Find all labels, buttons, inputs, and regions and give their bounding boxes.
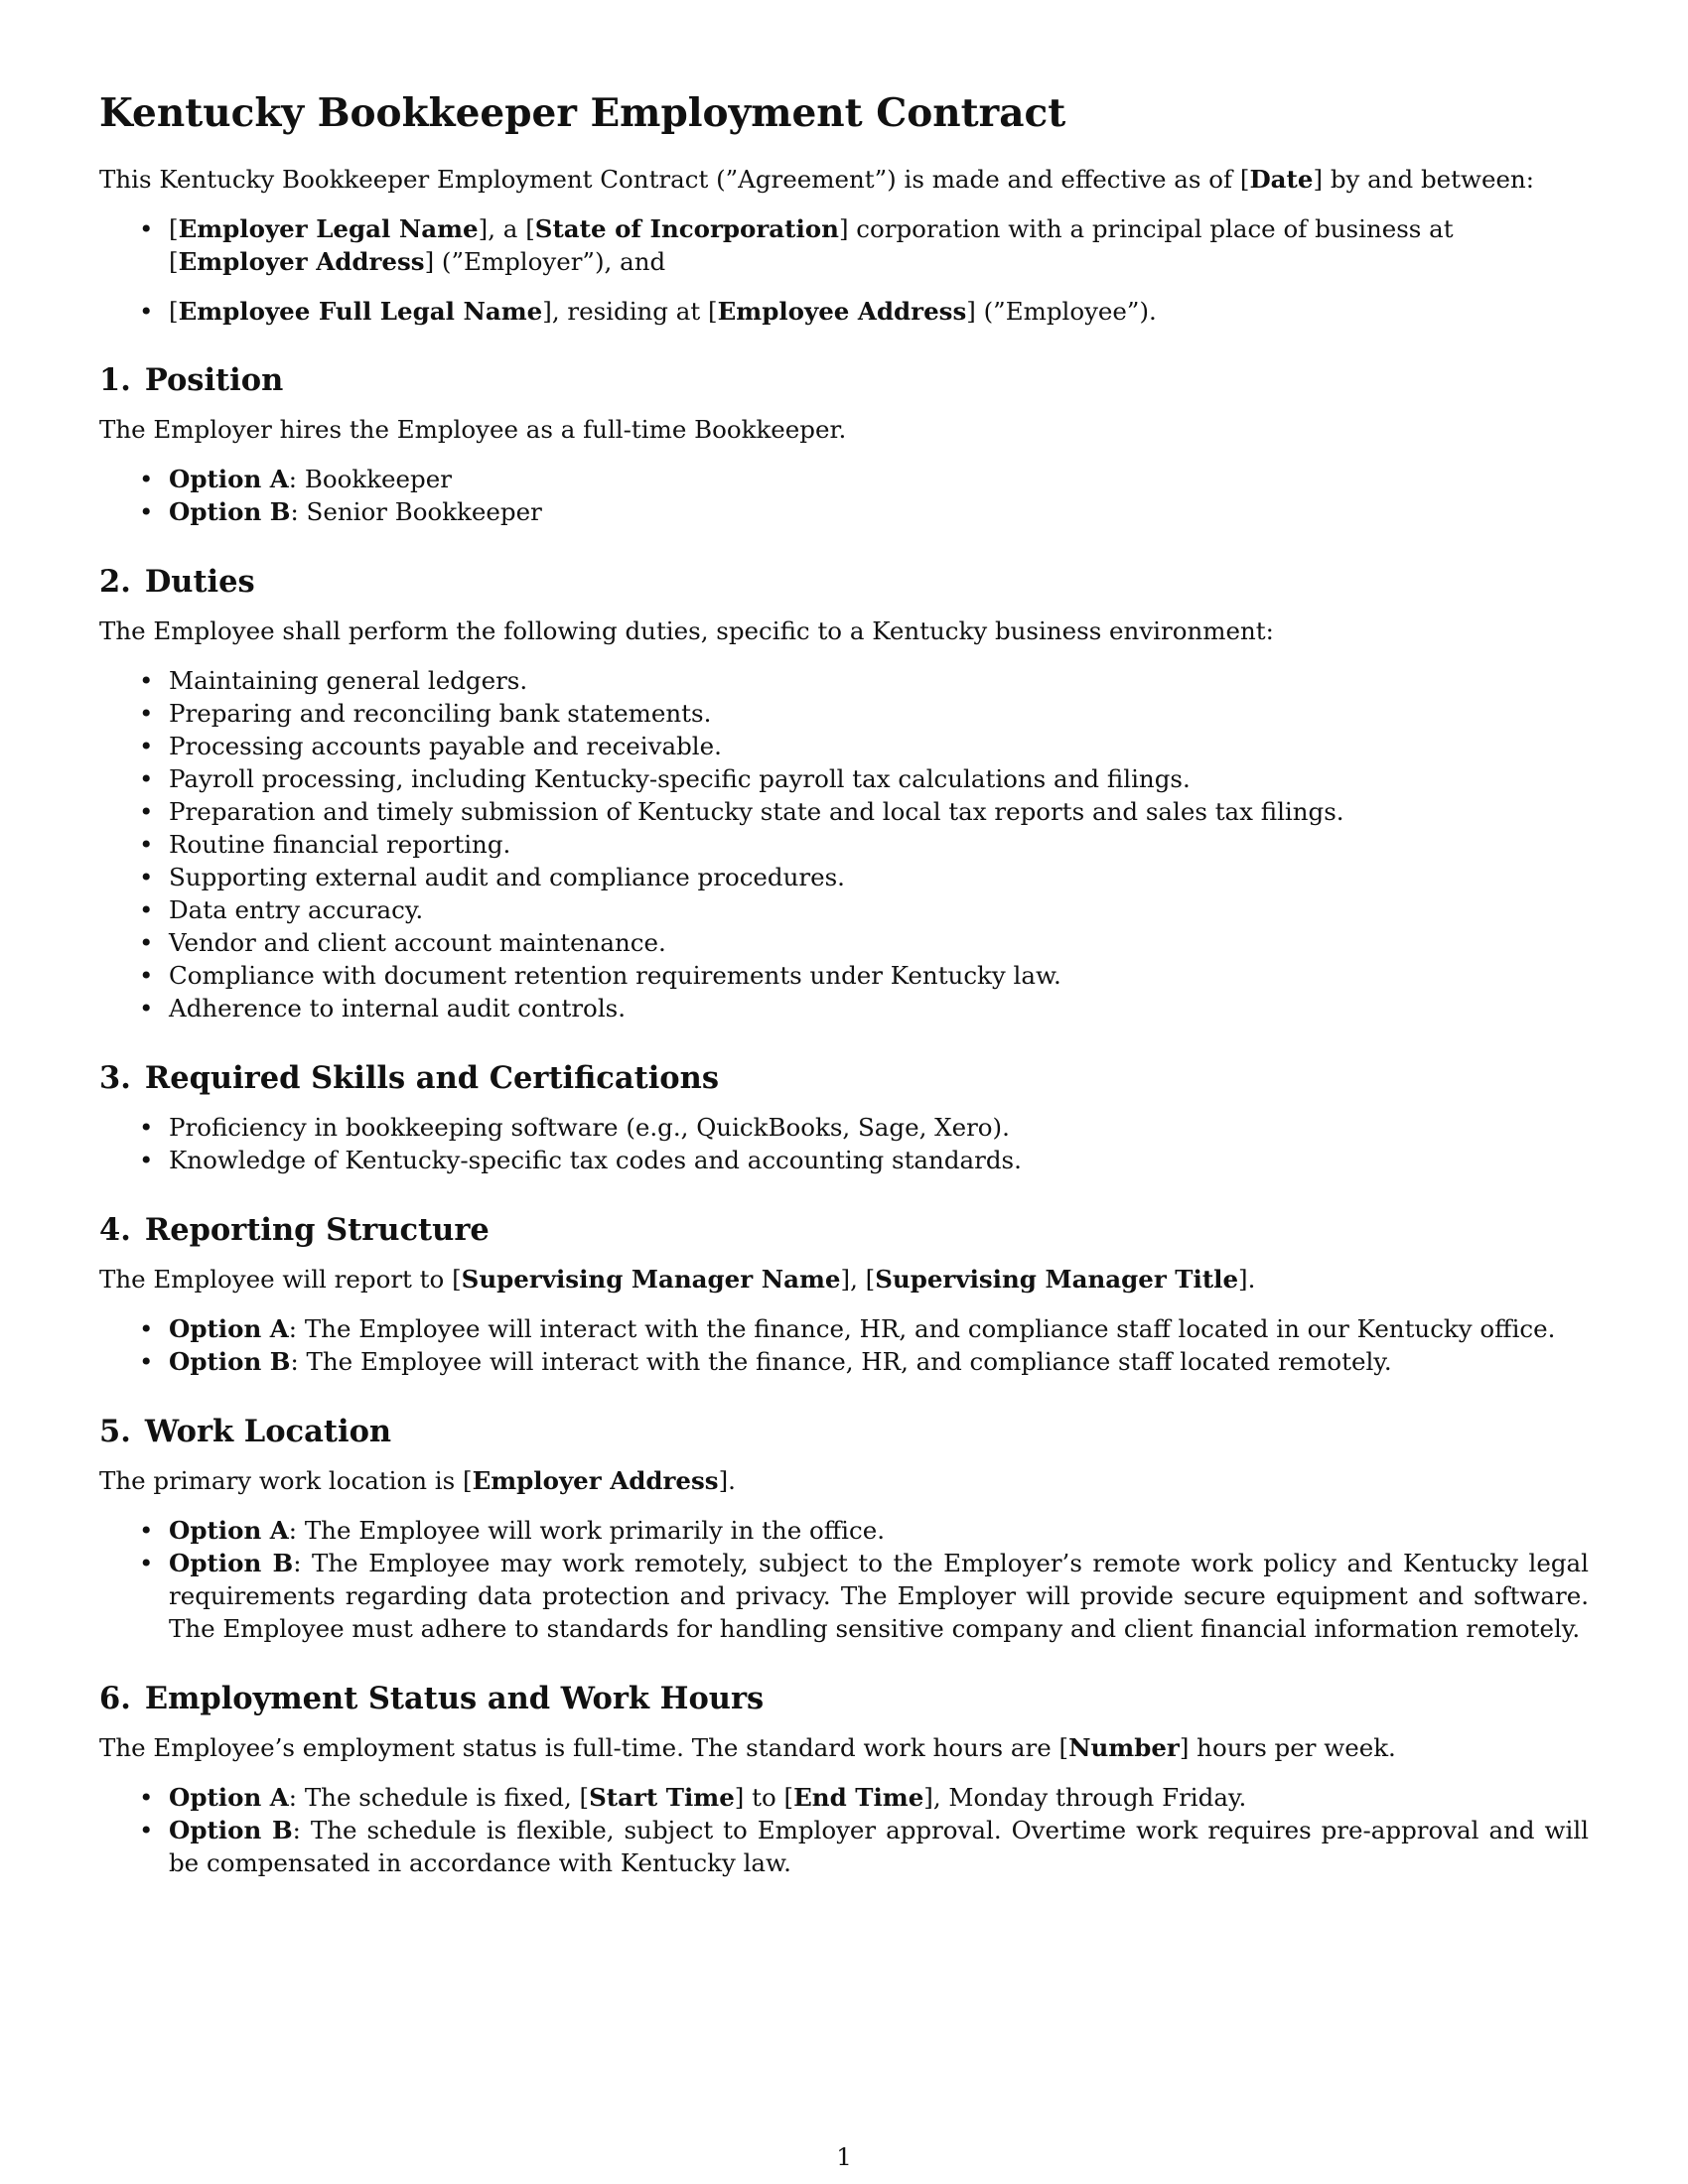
status-option-b: • Option B: The schedule is flexible, subject to Employer approval. Overtime work requires pre-approval and will be compensated in accordance with Kentucky law.	[99, 1814, 1589, 1879]
section-heading-position: 1. Position	[99, 362, 284, 398]
work-address-placeholder: Employer Address	[472, 1466, 719, 1495]
document-title: Kentucky Bookkeeper Employment Contract	[99, 90, 1066, 136]
list-item: • Proficiency in bookkeeping software (e.g., QuickBooks, Sage, Xero).	[99, 1111, 1589, 1144]
list-item: • Preparing and reconciling bank statements.	[99, 697, 1589, 730]
section-heading-skills: 3. Required Skills and Certifications	[99, 1060, 719, 1096]
employer-address-placeholder: Employer Address	[178, 247, 425, 276]
duties-list	[99, 664, 1589, 1024]
parties-list	[99, 212, 1589, 328]
reporting-text: The Employee will report to [Supervising Manager Name], [Supervising Manager Title].	[99, 1265, 1256, 1294]
list-item: • Adherence to internal audit controls.	[99, 992, 1589, 1024]
state-placeholder: State of Incorporation	[534, 214, 839, 243]
reporting-option-b: • Option B: The Employee will interact with the finance, HR, and compliance staff located remotely.	[99, 1345, 1589, 1378]
date-placeholder: Date	[1249, 165, 1314, 194]
employee-address-placeholder: Employee Address	[717, 297, 967, 326]
list-item: • Routine financial reporting.	[99, 828, 1589, 861]
section-heading-reporting: 4. Reporting Structure	[99, 1212, 490, 1248]
reporting-option-a: • Option A: The Employee will interact with the finance, HR, and compliance staff located in our Kentucky office.	[99, 1312, 1589, 1345]
location-options	[99, 1514, 1589, 1645]
list-item: • Data entry accuracy.	[99, 893, 1589, 926]
intro-paragraph: This Kentucky Bookkeeper Employment Contract (”Agreement”) is made and effective as of [Date] by and between:	[99, 165, 1535, 194]
manager-name-placeholder: Supervising Manager Name	[461, 1265, 841, 1294]
list-item: • Maintaining general ledgers.	[99, 664, 1589, 697]
hours-number-placeholder: Number	[1068, 1733, 1180, 1762]
skills-list	[99, 1111, 1589, 1176]
employer-name-placeholder: Employer Legal Name	[178, 214, 479, 243]
section-heading-duties: 2. Duties	[99, 564, 255, 600]
employee-name-placeholder: Employee Full Legal Name	[178, 297, 543, 326]
location-text: The primary work location is [Employer Address].	[99, 1466, 736, 1495]
status-text: The Employee’s employment status is full-time. The standard work hours are [Number] hours per week.	[99, 1733, 1396, 1762]
position-option-a: • Option A: Bookkeeper	[99, 463, 1589, 495]
status-options	[99, 1781, 1589, 1879]
location-option-b: • Option B: The Employee may work remotely, subject to the Employer’s remote work policy and Kentucky legal requirements regarding data protection and privacy. The Employer will provide secure equipment and software. The Employee must adhere to standards for handling sensitive company and client financial information remotely.	[99, 1547, 1589, 1645]
document-page	[99, 0, 1589, 1879]
position-options	[99, 463, 1589, 528]
list-item: • Supporting external audit and compliance procedures.	[99, 861, 1589, 893]
location-option-a: • Option A: The Employee will work primarily in the office.	[99, 1514, 1589, 1547]
status-option-a: • Option A: The schedule is fixed, [Start Time] to [End Time], Monday through Friday.	[99, 1781, 1589, 1814]
list-item: • Compliance with document retention requirements under Kentucky law.	[99, 959, 1589, 992]
list-item: • Vendor and client account maintenance.	[99, 926, 1589, 959]
party-employee: • [Employee Full Legal Name], residing at [Employee Address] (”Employee”).	[99, 295, 1589, 328]
position-option-b: • Option B: Senior Bookkeeper	[99, 495, 1589, 528]
reporting-options	[99, 1312, 1589, 1378]
list-item: • Knowledge of Kentucky-specific tax codes and accounting standards.	[99, 1144, 1589, 1176]
list-item: • Payroll processing, including Kentucky-specific payroll tax calculations and filings.	[99, 762, 1589, 795]
list-item: • Preparation and timely submission of Kentucky state and local tax reports and sales tax filings.	[99, 795, 1589, 828]
end-time-placeholder: End Time	[793, 1783, 924, 1812]
position-text: The Employer hires the Employee as a full-time Bookkeeper.	[99, 415, 847, 444]
manager-title-placeholder: Supervising Manager Title	[875, 1265, 1239, 1294]
section-heading-status: 6. Employment Status and Work Hours	[99, 1681, 765, 1716]
duties-text: The Employee shall perform the following duties, specific to a Kentucky business environment:	[99, 616, 1274, 645]
list-item: • Processing accounts payable and receivable.	[99, 730, 1589, 762]
page-number: 1	[836, 2142, 852, 2171]
start-time-placeholder: Start Time	[589, 1783, 735, 1812]
party-employer: • [Employer Legal Name], a [State of Incorporation] corporation with a principal place of business at [Employer Address] (”Employer”), and	[99, 212, 1589, 278]
section-heading-location: 5. Work Location	[99, 1414, 392, 1449]
